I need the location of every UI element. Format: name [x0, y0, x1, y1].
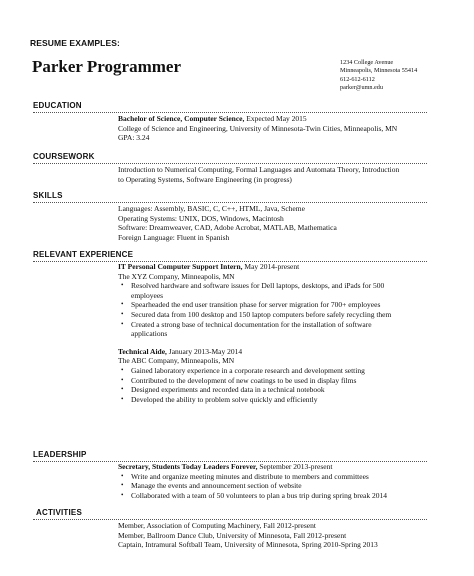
leadership-block [118, 462, 438, 500]
activity-line: Captain, Intramural Softball Team, University of Minnesota, Spring 2010-Spring 2013 [118, 540, 378, 550]
job-role: IT Personal Computer Support Intern, [118, 262, 243, 271]
leadership-title-line [118, 462, 438, 472]
bullet-icon: • [121, 281, 124, 290]
bullet-icon: • [121, 471, 124, 480]
skills-foreign-language: Foreign Language: Fluent in Spanish [118, 232, 230, 242]
list-item [118, 385, 438, 395]
degree-line [118, 114, 438, 124]
section-title-leadership: LEADERSHIP [33, 450, 87, 459]
coursework-block [118, 165, 438, 184]
job-title-line [118, 347, 438, 357]
list-item [118, 281, 438, 300]
skills-software: Software: Dreamweaver, CAD, Adobe Acrobat, MATLAB, Mathematica [118, 223, 337, 233]
bullet-icon: • [121, 300, 124, 309]
job-company: The ABC Company, Minneapolis, MN [118, 356, 235, 366]
skills-os: Operating Systems: UNIX, DOS, Windows, Macintosh [118, 213, 284, 223]
job-company: The XYZ Company, Minneapolis, MN [118, 271, 235, 281]
section-divider [33, 163, 427, 164]
contact-address: 1234 College Avenue [340, 59, 394, 66]
job-dates: May 2014-present [242, 262, 300, 271]
college-line: College of Science and Engineering, University of Minnesota-Twin Cities, Minneapolis, MN [118, 123, 398, 133]
coursework-line: to Operating Systems, Software Engineering (in progress) [118, 174, 292, 184]
list-item [118, 310, 438, 320]
bullet-icon: • [121, 375, 124, 384]
degree-name: Bachelor of Science, Computer Science, [118, 114, 245, 123]
experience-block [118, 262, 438, 404]
job-bullets [118, 281, 438, 339]
bullet-text: Contributed to the development of new coatings to be used in display films [131, 375, 357, 385]
list-item [118, 472, 438, 482]
leadership-dates: September 2013-present [257, 462, 333, 471]
activity-line: Member, Association of Computing Machinery, Fall 2012-present [118, 521, 316, 530]
contact-block [340, 59, 417, 93]
bullet-icon: • [121, 309, 124, 318]
contact-city: Minneapolis, Minnesota 55414 [340, 67, 418, 75]
leadership-bullets [118, 472, 438, 501]
bullet-text: Secured data from 100 desktop and 150 laptop computers before safely recycling them [131, 309, 392, 319]
degree-expected: Expected May 2015 [244, 114, 307, 123]
list-item [118, 395, 438, 405]
bullet-text: applications [131, 329, 168, 339]
gpa-line: GPA: 3.24 [118, 133, 150, 143]
section-title-activities: ACTIVITIES [36, 508, 83, 517]
bullet-icon: • [121, 490, 124, 499]
candidate-name: Parker Programmer [32, 57, 181, 76]
bullet-text: employees [131, 290, 164, 300]
section-title-coursework: COURSEWORK [33, 152, 95, 161]
bullet-text: Gained laboratory experience in a corporate research and development setting [131, 365, 365, 375]
activities-block [118, 521, 438, 550]
bullet-text: Resolved hardware and software issues for Dell laptops, desktops, and iPads for 500 [131, 281, 385, 291]
list-item [118, 376, 438, 386]
section-title-experience: RELEVANT EXPERIENCE [33, 250, 134, 259]
list-item [118, 491, 438, 501]
skills-block [118, 204, 438, 242]
bullet-icon: • [121, 319, 124, 328]
bullet-icon: • [121, 394, 124, 403]
skills-languages: Languages: Assembly, BASIC, C, C++, HTML, Java, Scheme [118, 204, 305, 213]
job-title-line [118, 262, 438, 272]
bullet-text: Manage the events and announcement section of website [131, 481, 302, 491]
job-dates: January 2013-May 2014 [166, 346, 243, 356]
bullet-text: Write and organize meeting minutes and distribute to members and committees [131, 471, 369, 481]
education-block [118, 114, 438, 143]
resume-examples-label: RESUME EXAMPLES: [30, 38, 120, 48]
list-item [118, 481, 438, 491]
section-title-education: EDUCATION [33, 101, 82, 110]
contact-email: parker@umn.edu [340, 84, 383, 92]
job-bullets [118, 366, 438, 404]
coursework-line: Introduction to Numerical Computing, Formal Languages and Automata Theory, Introduction [118, 165, 400, 174]
section-divider [33, 519, 427, 520]
bullet-text: Designed experiments and recorded data in a technical notebook [131, 385, 325, 395]
bullet-text: Developed the ability to problem solve quickly and efficiently [131, 394, 318, 404]
bullet-icon: • [121, 385, 124, 394]
section-title-skills: SKILLS [33, 191, 63, 200]
bullet-icon: • [121, 481, 124, 490]
bullet-text: Created a strong base of technical documentation for the installation of software [131, 319, 372, 329]
bullet-text: Collaborated with a team of 50 volunteers to plan a bus trip during spring break 2014 [131, 490, 387, 500]
bullet-icon: • [121, 365, 124, 374]
list-item [118, 366, 438, 376]
activity-line: Member, Ballroom Dance Club, University of Minnesota, Fall 2012-present [118, 530, 347, 540]
section-divider [33, 202, 427, 203]
list-item [118, 320, 438, 339]
list-item [118, 300, 438, 310]
leadership-role: Secretary, Students Today Leaders Forever, [118, 462, 258, 471]
section-divider [33, 112, 427, 113]
job-role: Technical Aide, [118, 346, 167, 356]
contact-phone: 612-612-6112 [340, 75, 375, 83]
bullet-text: Spearheaded the end user transition phase for server migration for 700+ employees [131, 300, 381, 310]
